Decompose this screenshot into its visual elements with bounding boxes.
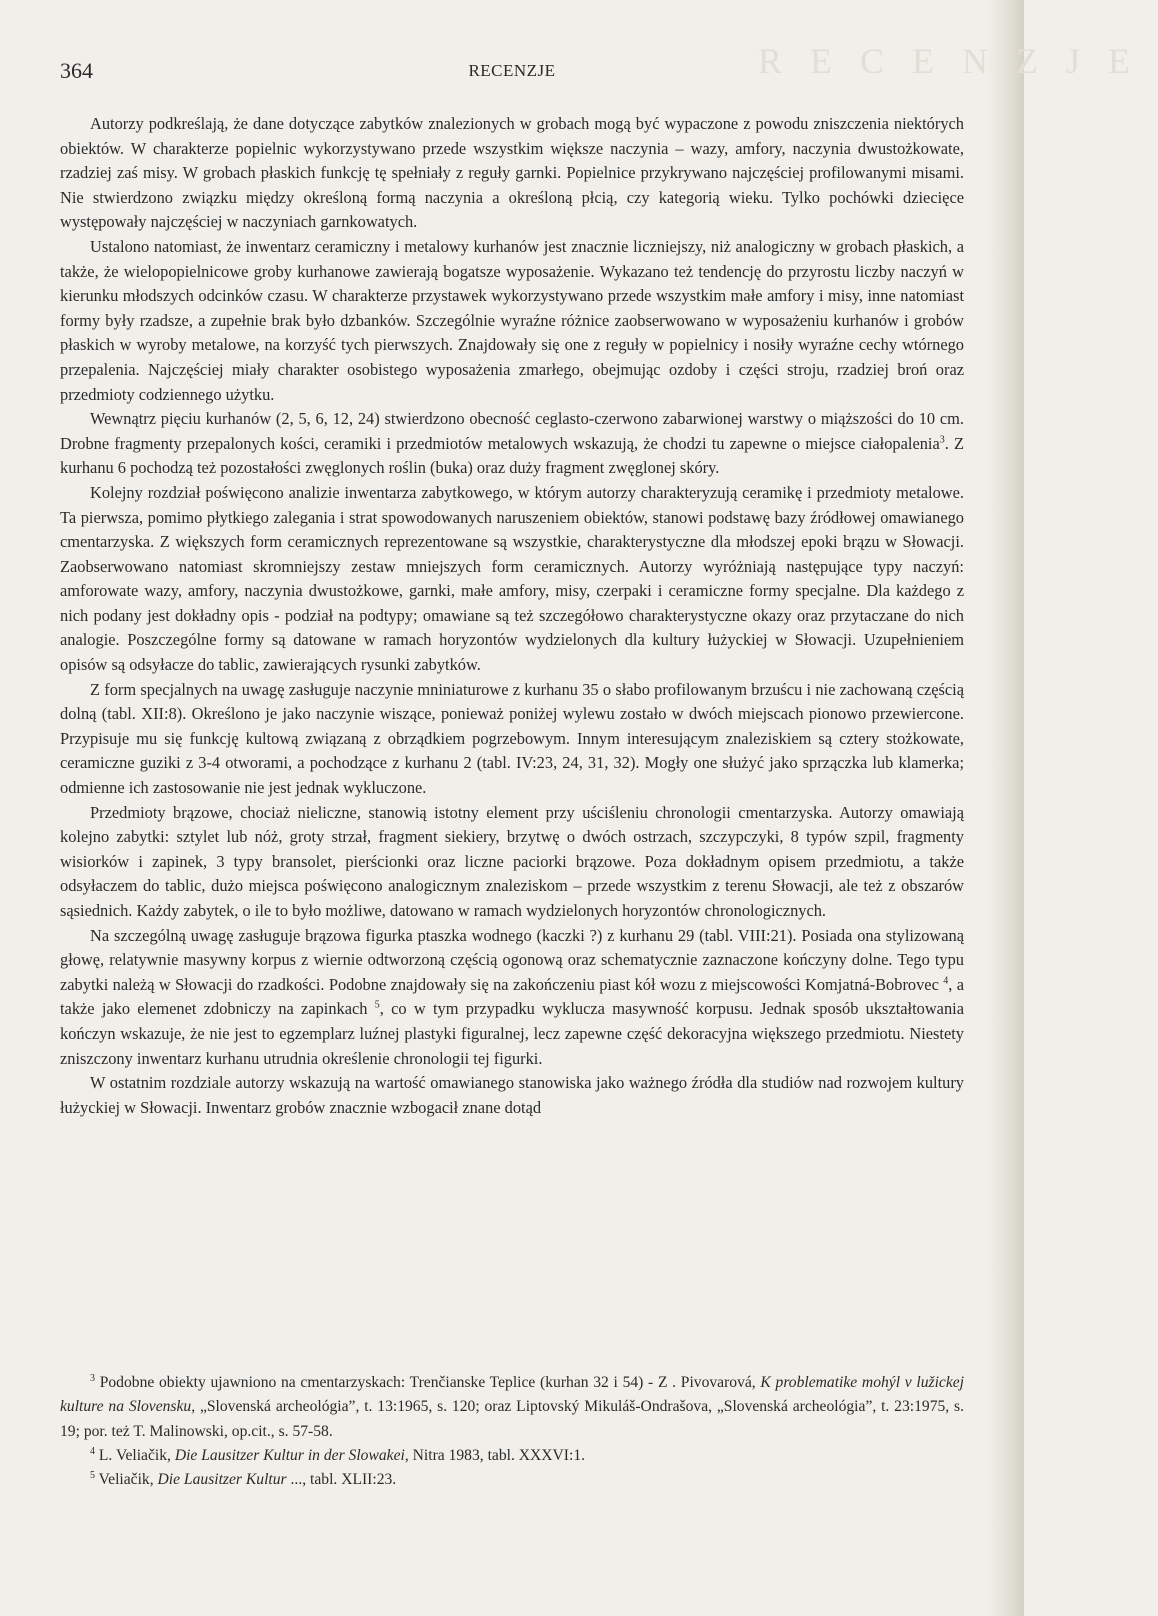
page-number: 364	[60, 58, 93, 83]
footnote-text: L. Veliačik,	[95, 1446, 175, 1464]
footnote-4	[60, 1444, 964, 1468]
footnote-text: ..., tabl. XLII:23.	[286, 1471, 397, 1489]
footnote-3	[60, 1371, 964, 1444]
bleed-through-text: RECENZJE	[758, 41, 1158, 81]
running-title: RECENZJE	[468, 61, 556, 80]
paragraph-text: Na szczególną uwagę zasługuje brązowa figurka ptaszka wodnego (kaczki ?) z kurhanu 29 (tabl. VIII:21). Posiada ona stylizowaną głowę, relatywnie masywny korpus z wiernie odtworzoną częścią ogonową oraz schematycznie zaznaczone kończyny dolne. Tego typu zabytki należą w Słowacji do rzadkości. Podobne znajdowały się na zakończeniu piast kół wozu z miejscowości Komjatná-Bobrovec	[60, 925, 964, 994]
paragraph: Ustalono natomiast, że inwentarz ceramiczny i metalowy kurhanów jest znacznie liczniejszy, niż analogiczny w grobach płaskich, a także, że wielopopielnicowe groby kurhanowe zawierają bogatsze wyposażenie. Wykazano też tendencję do przyrostu liczby naczyń w kierunku młodszych odcinków czasu. W charakterze przystawek wykorzystywano przede wszystkim małe amfory i misy, inne natomiast formy były rzadsze, a zupełnie brak było dzbanków. Szczególnie wyraźne różnice zaobserwowano w wyposażeniu kurhanów i grobów płaskich w wyroby metalowe, na korzyść tych pierwszych. Znajdowały się one z reguły w popielnicy i nosiły wyraźne cechy wtórnego przepalenia. Najczęściej miały charakter osobistego wyposażenia zmarłego, obejmując ozdoby i części stroju, rzadziej broń oraz przedmioty codziennego użytku.	[60, 236, 964, 404]
footnote-mark: 3	[90, 1372, 95, 1384]
footnote-title: K problematike mohýl v lužickej kulture na Slovensku	[60, 1374, 964, 1416]
footnote-mark: 4	[90, 1445, 95, 1457]
footnote-5	[60, 1468, 964, 1492]
footnotes	[60, 1371, 964, 1492]
footnote-text: , Nitra 1983, tabl. XXXVI:1.	[404, 1446, 586, 1464]
paragraph: Przedmioty brązowe, chociaż nieliczne, stanowią istotny element przy uściśleniu chronologii cmentarzyska. Autorzy omawiają kolejno zabytki: sztylet lub nóż, groty strzał, fragment siekiery, brzytwę o dwóch ostrzach, szczypczyki, 8 typów szpil, fragmenty wisiorków i zapinek, 3 typy bransolet, pierścionki oraz liczne paciorki brązowe. Poza dokładnym opisem przedmiotu, a także odsyłaczem do tablic, dużo miejsca poświęcono analogicznym znaleziskom – przede wszystkim z terenu Słowacji, ale też z obszarów sąsiednich. Każdy zabytek, o ile to było możliwe, datowano w ramach wydzielonych horyzontów chronologicznych.	[60, 802, 964, 920]
paragraph	[60, 407, 964, 481]
footnote-ref[interactable]: 5	[374, 999, 380, 1011]
footnote-text: , „Slovenská archeológia”, t. 13:1965, s. 120; oraz Liptovský Mikuláš-Ondrašova, „Slovenská archeológia”, t. 23:1975, s. 19; por. też T. Malinowski, op.cit., s. 57-58.	[60, 1398, 964, 1440]
footnote-mark: 5	[90, 1470, 95, 1481]
book-spine-shadow	[986, 0, 1024, 1616]
paragraph: W ostatnim rozdziale autorzy wskazują na wartość omawianego stanowiska jako ważnego źródła dla studiów nad rozwojem kultury łużyckiej w Słowacji. Inwentarz grobów znacznie wzbogacił znane dotąd	[60, 1073, 964, 1117]
paragraph: Autorzy podkreślają, że dane dotyczące zabytków znalezionych w grobach mogą być wypaczone z powodu zniszczenia niektórych obiektów. W charakterze popielnic wykorzystywano przede wszystkim większe naczynia – wazy, amfory, naczynia dwustożkowate, rzadziej zaś misy. W grobach płaskich funkcję tę spełniały z reguły garnki. Popielnice przykrywano najczęściej profilowanymi misami. Nie stwierdzono związku między określoną formą naczynia a określoną płcią, czy kategorią wieku. Tylko pochówki dziecięce występowały najczęściej w naczyniach garnkowatych.	[60, 114, 964, 232]
footnote-ref[interactable]: 4	[943, 975, 949, 987]
page-header	[60, 58, 964, 88]
paragraph: Z form specjalnych na uwagę zasługuje naczynie mniniaturowe z kurhanu 35 o słabo profilowanym brzuścu i nie zachowaną częścią dolną (tabl. XII:8). Określono je jako naczynie wiszące, ponieważ poniżej wylewu zostało w dwóch miejscach pionowo przewiercone. Przypisuje mu się funkcję kultową związaną z obrządkiem pogrzebowym. Innym interesującym znaleziskiem są cztery stożkowate, ceramiczne guziki z 3-4 otworami, a pochodzące z kurhanu 2 (tabl. IV:23, 24, 31, 32). Mogły one służyć jako sprzączka lub klamerka; odmienne ich zastosowanie nie jest jednak wykluczone.	[60, 679, 964, 798]
paragraph	[60, 924, 964, 1072]
footnote-title: Die Lausitzer Kultur	[157, 1471, 287, 1489]
paragraph-text: . Z kurhanu 6 pochodzą też pozostałości zwęglonych roślin (buka) oraz duży fragment zwęglonej skóry.	[60, 433, 964, 478]
paragraph: Kolejny rozdział poświęcono analizie inwentarza zabytkowego, w którym autorzy charakteryzują ceramikę i przedmioty metalowe. Ta pierwsza, pomimo płytkiego zalegania i strat spowodowanych naruszeniem obiektów, stanowi podstawę bazy źródłowej omawianego cmentarzyska. Z większych form ceramicznych reprezentowane są wszystkie, charakterystyczne dla młodszej epoki brązu w Słowacji. Zaobserwowano natomiast skromniejszy zestaw mniejszych form ceramicznych. Autorzy wyróżniają następujące typy naczyń: amforowate wazy, amfory, naczynia dwustożkowe, garnki, małe amfory, misy, czerpaki i ceramiczne formy specjalne. Dla każdego z nich podany jest dokładny opis - podział na podtypy; omawiane są też szczegółowo charakterystyczne okazy oraz przytaczane do nich analogie. Poszczególne formy są datowane w ramach horyzontów wydzielonych dla kultury łużyckiej w Słowacji. Uzupełnieniem opisów są odsyłacze do tablic, zawierających rysunki zabytków.	[60, 482, 964, 675]
paragraph-text: Wewnątrz pięciu kurhanów (2, 5, 6, 12, 24) stwierdzono obecność ceglasto-czerwono zabarwionej warstwy o miąższości do 10 cm. Drobne fragmenty przepalonych kości, ceramiki i przedmiotów metalowych wskazują, że chodzi tu zapewne o miejsce ciałopalenia	[60, 409, 964, 453]
footnote-ref[interactable]: 3	[939, 434, 945, 446]
paragraph-text: , co w tym przypadku wyklucza masywność korpusu. Jednak sposób ukształtowania kończyn wskazuje, że nie jest to egzemplarz luźnej plastyki figuralnej, lecz zapewne część dekoracyjna większego przedmiotu. Niestety zniszczony inwentarz kurhanu utrudnia określenie chronologii tej figurki.	[60, 999, 964, 1068]
footnote-text: Podobne obiekty ujawniono na cmentarzyskach: Trenčianske Teplice (kurhan 32 i 54) - Z . Pivovarová,	[95, 1374, 761, 1391]
paragraph-text: , a także jako elemenet zdobniczy na zapinkach	[60, 974, 964, 1019]
body-text	[60, 112, 964, 1120]
footnote-text: Veliačik,	[95, 1471, 158, 1489]
footnote-title: Die Lausitzer Kultur in der Slowakei	[174, 1446, 405, 1464]
